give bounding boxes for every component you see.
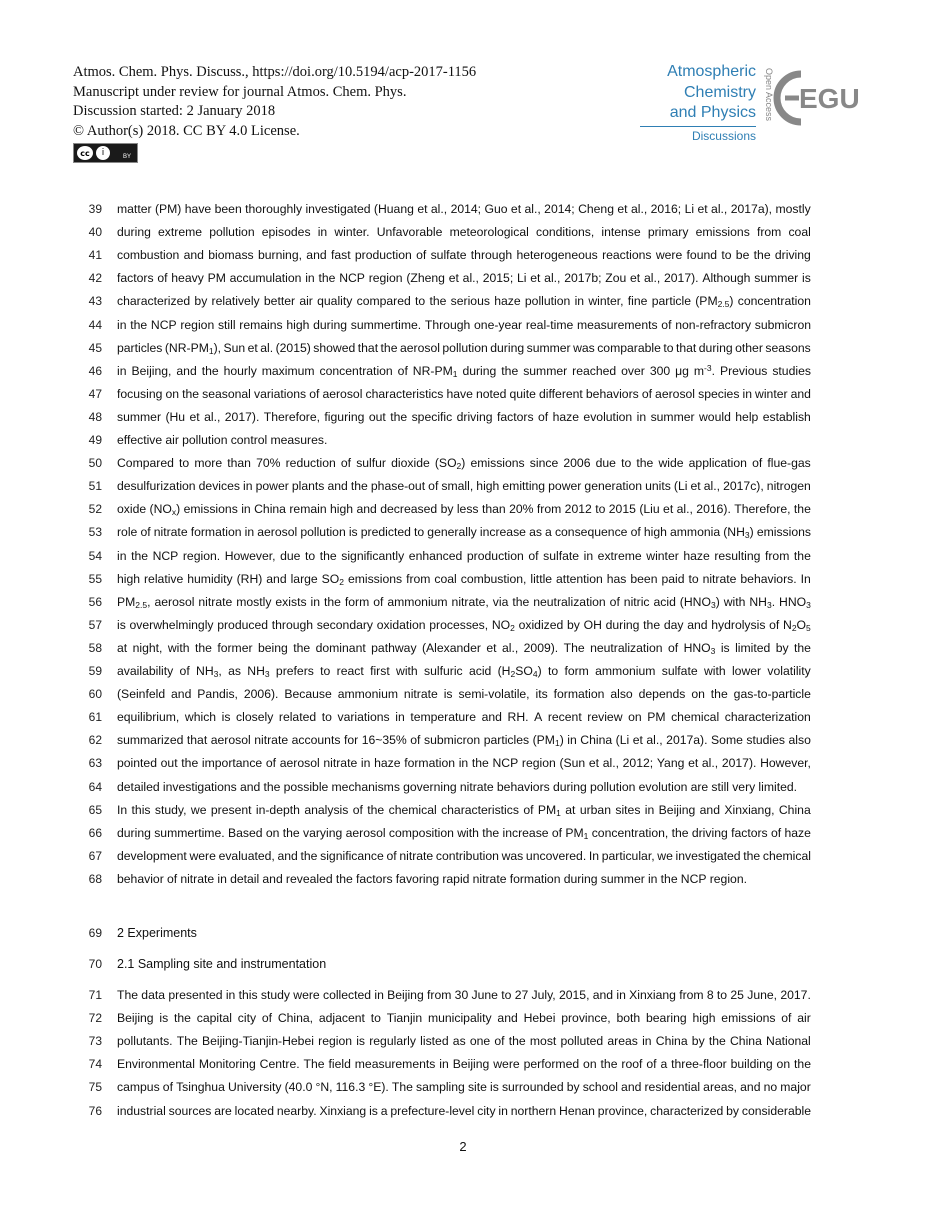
text-line: factors of heavy PM accumulation in the NCP region (Zheng et al., 2015; Li et al., 2017b; Zou et al., 2017). Although summer is — [117, 271, 811, 286]
line-number: 64 — [88, 779, 102, 794]
section-heading: 2 Experiments — [117, 926, 197, 940]
line-number: 48 — [88, 409, 102, 424]
text-line: pointed out the importance of aerosol nitrate in haze formation in the NCP region (Sun et al., 2012; Yang et al., 2017). However, — [117, 756, 811, 771]
line-number: 47 — [88, 386, 102, 401]
line-number: 49 — [88, 433, 102, 447]
text-line: (Seinfeld and Pandis, 2006). Because ammonium nitrate is semi-volatile, its formation also depends on the gas-to-particle — [117, 687, 811, 702]
header-discussion-date: Discussion started: 2 January 2018 — [73, 103, 276, 119]
text-line: at night, with the former being the dominant pathway (Alexander et al., 2009). The neutralization of $HNO_3$ is limited by the — [117, 640, 811, 656]
text-line: Compared to more than 70% reduction of sulfur dioxide $(SO_2)$ emissions since 2006 due to the wide application of flue-gas — [117, 456, 811, 472]
cc-by-license-badge — [73, 143, 138, 163]
text-line: characterized by relatively better air quality compared to the serious haze pollution in winter, fine particle $(PM_{2.5})$ concentration — [117, 294, 811, 310]
journal-logo-line1: Atmospheric — [667, 63, 756, 80]
header-license: © Author(s) 2018. CC BY 4.0 License. — [73, 122, 300, 139]
svg-text:EGU: EGU — [799, 83, 860, 114]
text-line: in Beijing, and the hourly maximum concentration of $NR-PM_1$ during the summer reached over 300 μg $m^{-3}$. Previous studies — [117, 362, 811, 379]
line-number: 73 — [88, 1034, 102, 1049]
text-line: combustion and biomass burning, and fast production of sulfate through heterogeneous reactions were found to be the driving — [117, 248, 811, 263]
line-number: 74 — [88, 1057, 102, 1072]
text-line: summarized that aerosol nitrate accounts for 16~35% of submicron particles $(PM_1)$ in China (Li et al., 2017a). Some studies also — [117, 733, 811, 749]
line-number: 60 — [88, 687, 102, 702]
header-review-status: Manuscript under review for journal Atmos. Chem. Phys. — [73, 83, 407, 100]
svg-text:Open Access: Open Access — [764, 68, 774, 122]
text-line: equilibrium, which is closely related to variations in temperature and RH. A recent review on PM chemical characterization — [117, 710, 811, 725]
journal-logo-line2: Chemistry — [683, 83, 756, 101]
line-number: 65 — [88, 802, 102, 817]
text-line: role of nitrate formation in aerosol pollution is predicted to generally increase as a consequence of high ammonia $(NH_3)$ emissions — [117, 525, 811, 541]
line-number: 44 — [88, 317, 102, 332]
line-number: 72 — [88, 1011, 102, 1026]
page-number: 2 — [459, 1139, 467, 1154]
text-line: $PM_{2.5}$, aerosol nitrate mostly exists in the form of ammonium nitrate, via the neutralization of nitric acid $(HNO_3)$ with $NH_3$. $HNO_3$ — [117, 594, 811, 610]
text-line: development were evaluated, and the significance of nitrate contribution was uncovered. In particular, we investigated the chemical — [117, 848, 811, 863]
line-number: 41 — [88, 248, 102, 263]
text-line: in the NCP region still remains high during summertime. Through one-year real-time measurements of non-refractory submicron — [117, 317, 811, 332]
line-number: 45 — [88, 340, 102, 355]
text-line: behavior of nitrate in detail and revealed the factors favoring rapid nitrate formation during summer in the NCP region. — [117, 871, 747, 886]
license-by-label: BY — [123, 154, 132, 160]
egu-logo-icon — [771, 66, 860, 126]
line-number: 58 — [88, 640, 102, 655]
text-line: desulfurization devices in power plants and the phase-out of small, high emitting power generation units (Li et al., 2017c), nitrogen — [117, 479, 811, 494]
text-line: Environmental Monitoring Centre. The field measurements in Beijing were performed on the roof of a three-floor building on the — [117, 1057, 811, 1072]
text-line: matter (PM) have been thoroughly investigated (Huang et al., 2014; Guo et al., 2014; Cheng et al., 2016; Li et al., 2017a), mostly — [117, 202, 811, 216]
attribution-icon: i — [96, 146, 110, 160]
line-number: 57 — [88, 617, 102, 632]
text-line: pollutants. The Beijing-Tianjin-Hebei region is regularly listed as one of the most polluted areas in China by the China National — [117, 1034, 811, 1049]
header-citation: Atmos. Chem. Phys. Discuss., https://doi.org/10.5194/acp-2017-1156 — [73, 64, 477, 80]
line-number: 66 — [88, 825, 102, 840]
line-number: 53 — [88, 525, 102, 540]
line-number: 62 — [88, 733, 102, 748]
line-number: 39 — [88, 202, 102, 216]
text-line: The data presented in this study were collected in Beijing from 30 June to 27 July, 2015, and in Xinxiang from 8 to 25 June, 2017. — [117, 988, 811, 1002]
line-number: 50 — [88, 456, 102, 471]
line-number: 59 — [88, 664, 102, 678]
text-line: focusing on the seasonal variations of aerosol characteristics have noted quite different behaviors of aerosol species in winter and — [117, 386, 811, 401]
open-access-label — [756, 66, 774, 128]
line-number: 68 — [88, 871, 102, 886]
line-number: 63 — [88, 756, 102, 771]
cc-icon: cc — [77, 146, 93, 160]
line-number: 54 — [88, 548, 102, 563]
journal-logo-line3: and Physics — [669, 104, 756, 121]
line-number: 76 — [88, 1103, 102, 1118]
text-line: in the NCP region. However, due to the significantly enhanced production of sulfate in extreme winter haze resulting from the — [117, 548, 811, 563]
text-line: oxide $(NO_x)$ emissions in China remain high and decreased by less than 20% from 2012 to 2015 (Liu et al., 2016). Therefore, the — [117, 502, 811, 518]
line-number: 70 — [88, 957, 102, 971]
journal-logo — [640, 62, 756, 144]
text-line: availability of $NH_3$, as $NH_3$ prefers to react first with sulfuric acid $(H_2SO_4)$ to form ammonium sulfate with lower volatility — [117, 664, 811, 679]
text-line: particles $(NR-PM_1)$, Sun et al. (2015) showed that the aerosol pollution during summer was comparable to that during other seasons — [117, 340, 811, 356]
text-line: during extreme pollution episodes in winter. Unfavorable meteorological conditions, intense primary emissions from coal — [117, 225, 811, 240]
subsection-heading: 2.1 Sampling site and instrumentation — [117, 957, 327, 971]
line-number: 61 — [88, 710, 102, 725]
line-number: 42 — [88, 271, 102, 286]
line-number: 55 — [88, 571, 102, 586]
manuscript-header — [73, 63, 476, 141]
line-number: 56 — [88, 594, 102, 609]
text-line: effective air pollution control measures. — [117, 433, 328, 447]
text-line: summer (Hu et al., 2017). Therefore, figuring out the specific driving factors of haze evolution in summer would help establish — [117, 409, 811, 424]
line-number: 51 — [88, 479, 102, 494]
line-number: 43 — [88, 294, 102, 309]
text-line: In this study, we present in-depth analysis of the chemical characteristics of $PM_1$ at urban sites in Beijing and Xinxiang, China — [117, 802, 811, 818]
text-line: is overwhelmingly produced through secondary oxidation processes, $NO_2$ oxidized by OH during the day and hydrolysis of $N_2O_5$ — [117, 617, 811, 633]
line-number: 67 — [88, 848, 102, 863]
text-line: during summertime. Based on the varying aerosol composition with the increase of $PM_1$ concentration, the driving factors of haze — [117, 825, 811, 841]
line-number: 71 — [88, 988, 102, 1002]
text-line: high relative humidity (RH) and large $SO_2$ emissions from coal combustion, little attention has been paid to nitrate behaviors. In — [117, 571, 811, 587]
line-number: 75 — [88, 1080, 102, 1095]
line-number: 52 — [88, 502, 102, 517]
text-line: detailed investigations and the possible mechanisms governing nitrate behaviors during pollution evolution are still very limited. — [117, 779, 798, 794]
line-number: 46 — [88, 363, 102, 378]
line-number: 69 — [88, 926, 102, 940]
text-line: campus of Tsinghua University (40.0 °N, 116.3 °E). The sampling site is surrounded by school and residential areas, and no major — [117, 1080, 811, 1095]
journal-logo-discussions: Discussions — [640, 126, 756, 144]
line-number: 40 — [88, 225, 102, 240]
text-line: industrial sources are located nearby. Xinxiang is a prefecture-level city in northern Henan province, characterized by considerable — [117, 1103, 811, 1118]
text-line: Beijing is the capital city of China, adjacent to Tianjin municipality and Hebei province, both bearing high emissions of air — [117, 1011, 811, 1026]
